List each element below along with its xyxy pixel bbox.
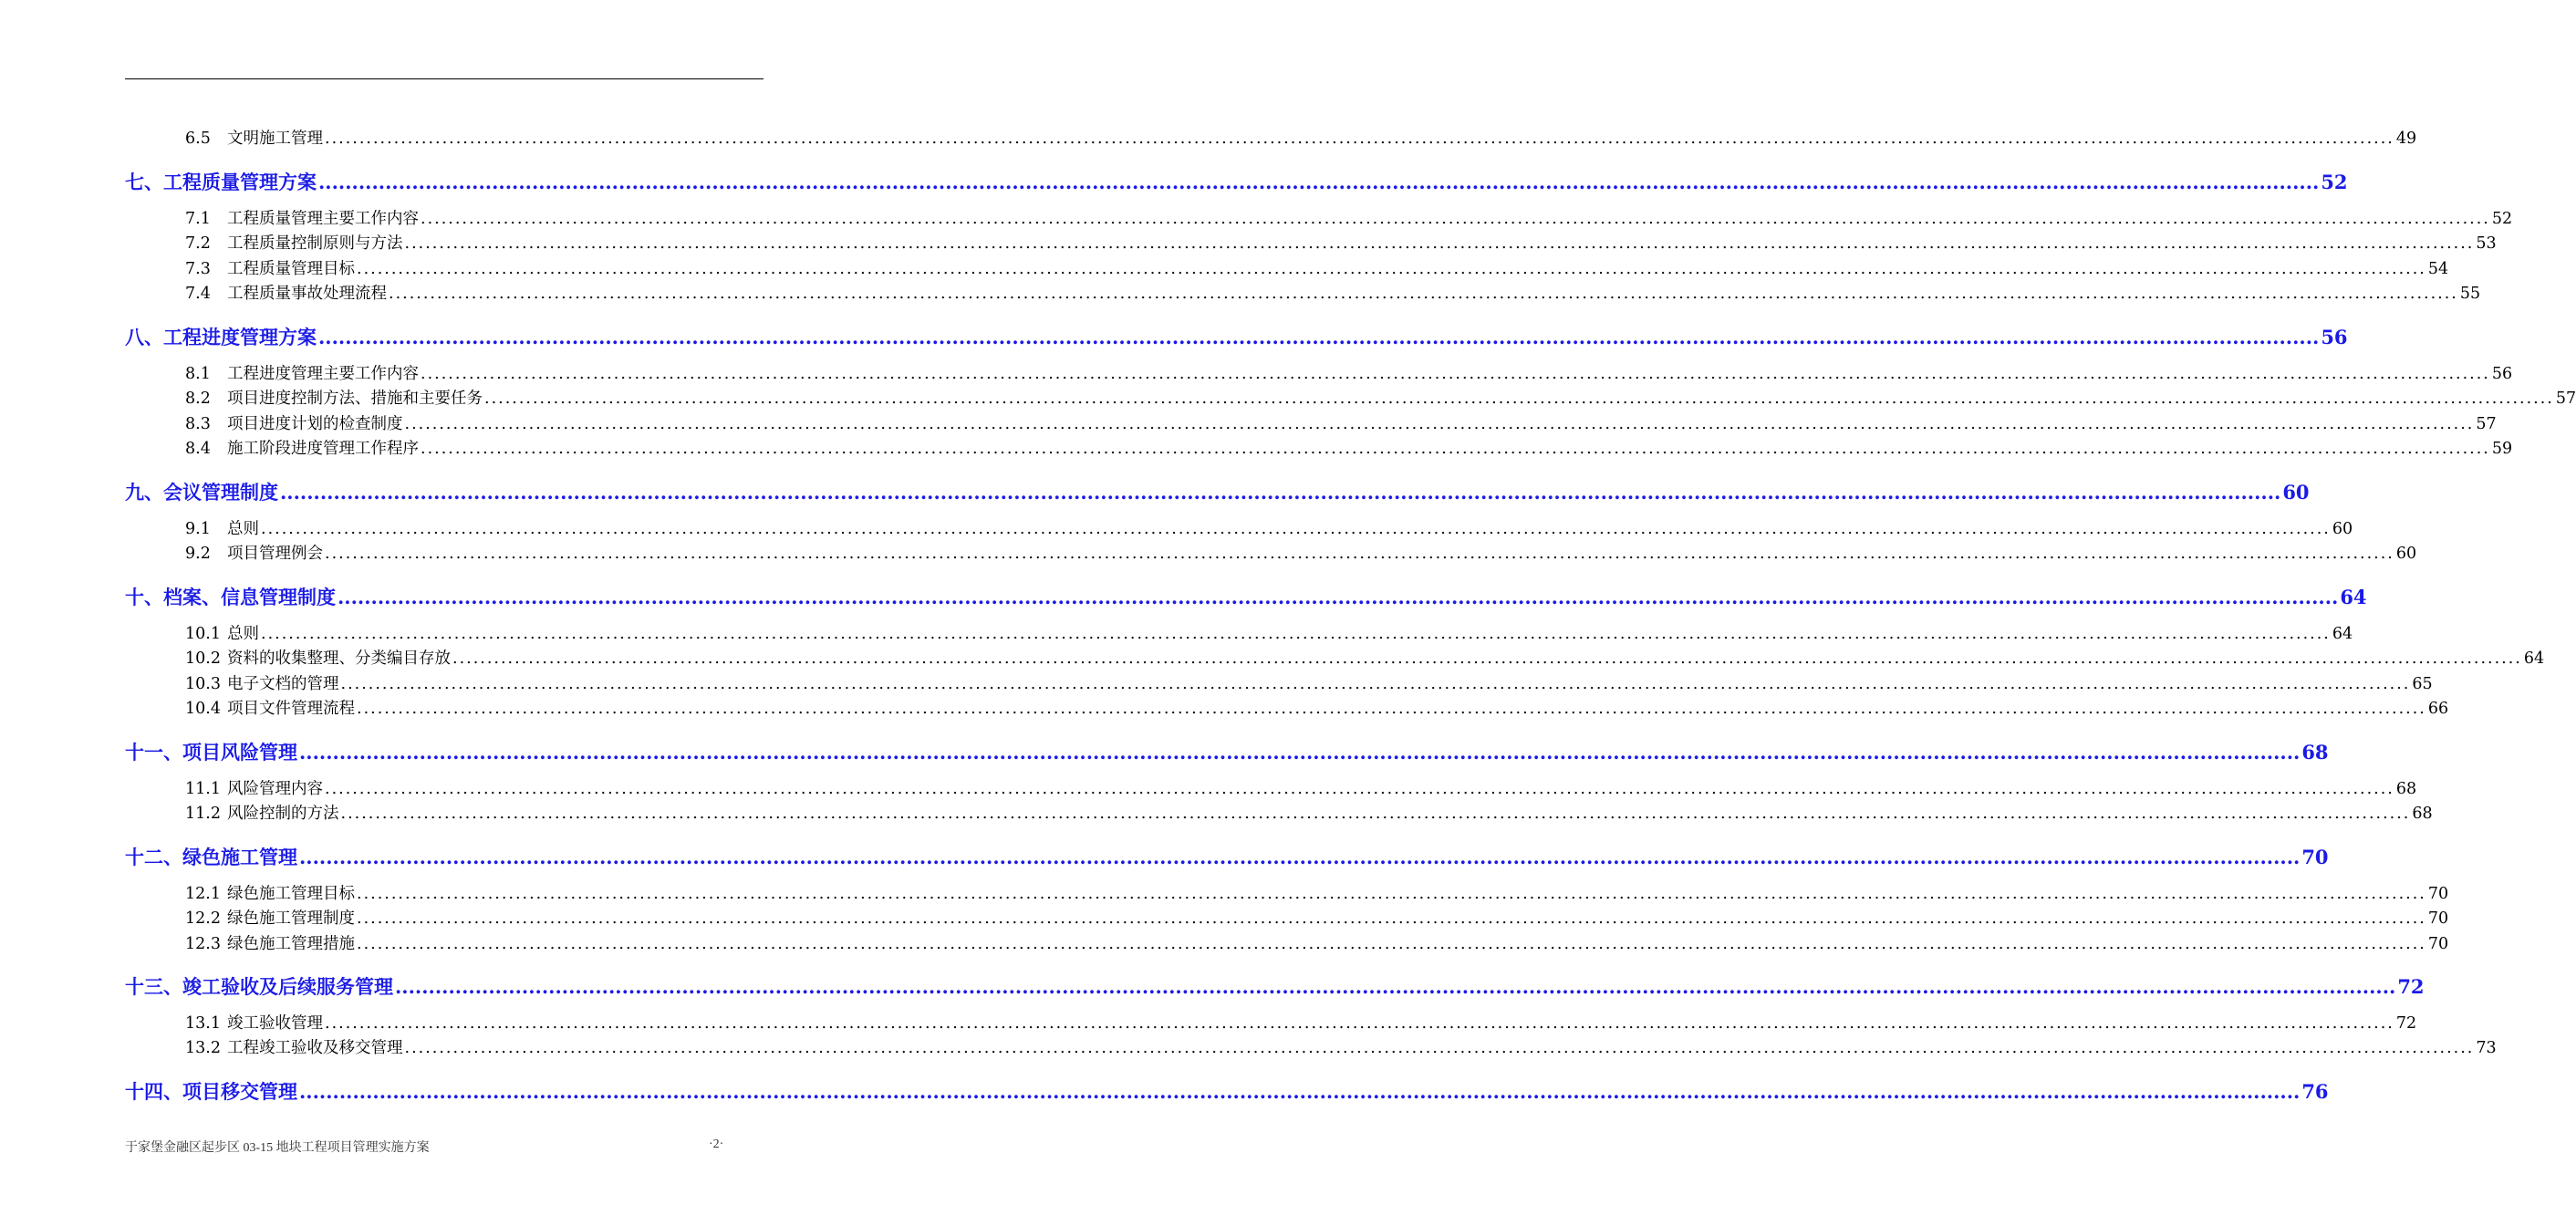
toc-chapter-entry[interactable] — [125, 323, 2348, 350]
toc-chapter-entry[interactable] — [125, 843, 2329, 870]
toc-leader-dots: ............................................................................................................................................................................................................................................................................................................ — [421, 210, 2490, 228]
toc-leader-dots: ............................................................................................................................................................................................................................................................................................................ — [318, 171, 2320, 193]
toc-page-number: 72 — [2397, 975, 2425, 998]
toc-section-entry[interactable] — [185, 206, 2513, 229]
toc-page-number: 56 — [2491, 365, 2513, 383]
toc-section-entry[interactable] — [185, 281, 2481, 304]
toc-leader-dots: ............................................................................................................................................................................................................................................................................................................ — [389, 285, 2458, 303]
toc-leader-dots: ............................................................................................................................................................................................................................................................................................................ — [325, 130, 2394, 148]
toc-page-number: 65 — [2412, 675, 2433, 693]
toc-leader-dots: ............................................................................................................................................................................................................................................................................................................ — [325, 545, 2394, 563]
toc-section-number: 12.2 — [185, 909, 221, 928]
toc-section-title: 绿色施工管理目标 — [227, 885, 355, 903]
toc-leader-dots: ............................................................................................................................................................................................................................................................................................................ — [357, 885, 2426, 903]
toc-leader-dots: ............................................................................................................................................................................................................................................................................................................ — [340, 675, 2411, 693]
toc-page-number: 60 — [2332, 520, 2353, 538]
toc-section-number: 7.1 — [185, 210, 211, 228]
toc-leader-dots: ............................................................................................................................................................................................................................................................................................................ — [395, 975, 2396, 998]
toc-section-entry[interactable] — [185, 801, 2433, 824]
toc-leader-dots: ............................................................................................................................................................................................................................................................................................................ — [357, 909, 2426, 928]
toc-leader-dots: ............................................................................................................................................................................................................................................................................................................ — [421, 365, 2490, 383]
toc-section-title: 电子文档的管理 — [227, 675, 339, 693]
toc-section-number: 9.2 — [185, 545, 211, 563]
toc-section-entry[interactable] — [185, 436, 2513, 459]
header-rule — [125, 78, 763, 79]
toc-section-number: 8.4 — [185, 440, 211, 458]
toc-section-number: 12.1 — [185, 885, 221, 903]
toc-chapter-entry[interactable] — [125, 583, 2367, 610]
toc-page-number: 70 — [2427, 909, 2449, 928]
footer-document-title: 于家堡金融区起步区 03-15 地块工程项目管理实施方案 — [125, 1141, 430, 1155]
toc-page-number: 76 — [2301, 1080, 2329, 1103]
toc-section-entry[interactable] — [185, 881, 2449, 904]
toc-page-number: 49 — [2395, 130, 2417, 148]
toc-section-title: 项目进度控制方法、措施和主要任务 — [227, 390, 483, 408]
toc-page-number: 73 — [2476, 1039, 2497, 1057]
toc-section-title: 风险管理内容 — [227, 780, 323, 798]
toc-section-entry[interactable] — [185, 516, 2353, 539]
toc-page-number: 66 — [2427, 700, 2449, 718]
toc-section-entry[interactable] — [185, 696, 2449, 719]
toc-page-number: 64 — [2340, 586, 2367, 608]
toc-leader-dots: ............................................................................................................................................................................................................................................................................................................ — [318, 326, 2320, 348]
toc-leader-dots: ............................................................................................................................................................................................................................................................................................................ — [325, 780, 2394, 798]
toc-leader-dots: ............................................................................................................................................................................................................................................................................................................ — [484, 390, 2554, 408]
toc-section-entry[interactable] — [185, 256, 2449, 279]
toc-leader-dots: ............................................................................................................................................................................................................................................................................................................ — [357, 260, 2426, 278]
footer-page-number: ·2· — [709, 1138, 724, 1151]
toc-section-entry[interactable] — [185, 621, 2353, 644]
toc-page-number: 59 — [2491, 440, 2513, 458]
toc-leader-dots: ............................................................................................................................................................................................................................................................................................................ — [404, 1039, 2475, 1057]
toc-section-entry[interactable] — [185, 126, 2417, 149]
toc-section-entry[interactable] — [185, 671, 2433, 694]
toc-section-number: 8.3 — [185, 415, 211, 433]
toc-leader-dots: ............................................................................................................................................................................................................................................................................................................ — [299, 846, 2301, 868]
toc-leader-dots: ............................................................................................................................................................................................................................................................................................................ — [404, 415, 2475, 433]
toc-page-number: 53 — [2476, 234, 2497, 253]
toc-page-number: 70 — [2427, 885, 2449, 903]
toc-page-number: 64 — [2523, 649, 2545, 668]
toc-leader-dots: ............................................................................................................................................................................................................................................................................................................ — [357, 935, 2426, 953]
toc-section-entry[interactable] — [185, 776, 2417, 799]
toc-section-title: 绿色施工管理制度 — [227, 909, 355, 928]
toc-page-number: 57 — [2476, 415, 2497, 433]
toc-section-number: 8.2 — [185, 390, 211, 408]
toc-section-number: 10.4 — [185, 700, 221, 718]
toc-section-entry[interactable] — [185, 1011, 2417, 1034]
toc-page-number: 52 — [2321, 171, 2348, 193]
toc-chapter-title: 七、工程质量管理方案 — [125, 171, 317, 193]
toc-page-number: 68 — [2395, 780, 2417, 798]
toc-section-title: 项目进度计划的检查制度 — [227, 415, 403, 433]
toc-section-title: 工程质量管理目标 — [227, 260, 355, 278]
toc-section-number: 7.2 — [185, 234, 211, 253]
toc-section-entry[interactable] — [185, 646, 2545, 669]
toc-section-entry[interactable] — [185, 541, 2417, 564]
toc-section-title: 工程进度管理主要工作内容 — [227, 365, 419, 383]
toc-leader-dots: ............................................................................................................................................................................................................................................................................................................ — [404, 234, 2475, 253]
toc-leader-dots: ............................................................................................................................................................................................................................................................................................................ — [421, 440, 2490, 458]
toc-section-number: 11.2 — [185, 805, 221, 823]
toc-page-number: 70 — [2427, 935, 2449, 953]
toc-section-title: 资料的收集整理、分类编目存放 — [227, 649, 451, 668]
toc-section-entry[interactable] — [185, 1035, 2497, 1058]
toc-section-number: 10.3 — [185, 675, 221, 693]
toc-section-number: 10.1 — [185, 625, 221, 643]
toc-leader-dots: ............................................................................................................................................................................................................................................................................................................ — [280, 481, 2281, 504]
toc-leader-dots: ............................................................................................................................................................................................................................................................................................................ — [452, 649, 2522, 668]
toc-page-number: 56 — [2321, 326, 2348, 348]
toc-section-entry[interactable] — [185, 411, 2497, 434]
toc-section-title: 施工阶段进度管理工作程序 — [227, 440, 419, 458]
toc-section-number: 8.1 — [185, 365, 211, 383]
toc-section-number: 9.1 — [185, 520, 211, 538]
toc-section-title: 总则 — [227, 520, 259, 538]
toc-page-number: 68 — [2301, 741, 2329, 764]
toc-section-title: 总则 — [227, 625, 259, 643]
toc-section-number: 13.2 — [185, 1039, 221, 1057]
toc-chapter-title: 十三、竣工验收及后续服务管理 — [125, 975, 393, 998]
toc-leader-dots: ............................................................................................................................................................................................................................................................................................................ — [261, 625, 2331, 643]
toc-page-number: 72 — [2395, 1014, 2417, 1033]
toc-leader-dots: ............................................................................................................................................................................................................................................................................................................ — [340, 805, 2411, 823]
toc-page-number: 60 — [2395, 545, 2417, 563]
toc-section-title: 风险控制的方法 — [227, 805, 339, 823]
toc-chapter-title: 十四、项目移交管理 — [125, 1080, 297, 1103]
toc-chapter-entry[interactable] — [125, 478, 2310, 505]
toc-leader-dots: ............................................................................................................................................................................................................................................................................................................ — [299, 741, 2301, 764]
toc-section-title: 项目管理例会 — [227, 545, 323, 563]
toc-section-entry[interactable] — [185, 386, 2576, 409]
toc-chapter-title: 十二、绿色施工管理 — [125, 846, 297, 868]
toc-section-title: 工程质量控制原则与方法 — [227, 234, 403, 253]
toc-section-entry[interactable] — [185, 231, 2497, 254]
toc-chapter-entry[interactable] — [125, 168, 2348, 195]
toc-section-title: 绿色施工管理措施 — [227, 935, 355, 953]
toc-chapter-entry[interactable] — [125, 738, 2329, 765]
toc-section-number: 10.2 — [185, 649, 221, 668]
toc-chapter-title: 八、工程进度管理方案 — [125, 326, 317, 348]
toc-section-title: 工程质量事故处理流程 — [227, 285, 387, 303]
toc-section-entry[interactable] — [185, 361, 2513, 384]
toc-page-number: 54 — [2427, 260, 2449, 278]
toc-page-number: 57 — [2555, 390, 2576, 408]
toc-section-title: 文明施工管理 — [227, 130, 323, 148]
toc-chapter-title: 十一、项目风险管理 — [125, 741, 297, 764]
toc-leader-dots: ............................................................................................................................................................................................................................................................................................................ — [357, 700, 2426, 718]
toc-chapter-title: 九、会议管理制度 — [125, 481, 278, 504]
toc-section-title: 项目文件管理流程 — [227, 700, 355, 718]
toc-section-number: 7.3 — [185, 260, 211, 278]
toc-leader-dots: ............................................................................................................................................................................................................................................................................................................ — [325, 1014, 2394, 1033]
toc-chapter-entry[interactable] — [125, 1077, 2329, 1105]
toc-page-number: 68 — [2412, 805, 2433, 823]
toc-section-title: 竣工验收管理 — [227, 1014, 323, 1033]
toc-section-number: 7.4 — [185, 285, 211, 303]
toc-leader-dots: ............................................................................................................................................................................................................................................................................................................ — [261, 520, 2331, 538]
toc-page-number: 55 — [2459, 285, 2481, 303]
toc-section-title: 工程竣工验收及移交管理 — [227, 1039, 403, 1057]
toc-page-number: 52 — [2491, 210, 2513, 228]
toc-page-number: 64 — [2332, 625, 2353, 643]
toc-leader-dots: ............................................................................................................................................................................................................................................................................................................ — [299, 1080, 2301, 1103]
toc-section-entry[interactable] — [185, 931, 2449, 954]
toc-section-number: 6.5 — [185, 130, 211, 148]
toc-section-number: 12.3 — [185, 935, 221, 953]
toc-leader-dots: ............................................................................................................................................................................................................................................................................................................ — [338, 586, 2339, 608]
toc-section-number: 11.1 — [185, 780, 221, 798]
toc-section-title: 工程质量管理主要工作内容 — [227, 210, 419, 228]
toc-page-number: 70 — [2301, 846, 2329, 868]
toc-section-entry[interactable] — [185, 906, 2449, 929]
toc-page-number: 60 — [2282, 481, 2310, 504]
toc-section-number: 13.1 — [185, 1014, 221, 1033]
toc-chapter-title: 十、档案、信息管理制度 — [125, 586, 336, 608]
toc-chapter-entry[interactable] — [125, 972, 2425, 1000]
